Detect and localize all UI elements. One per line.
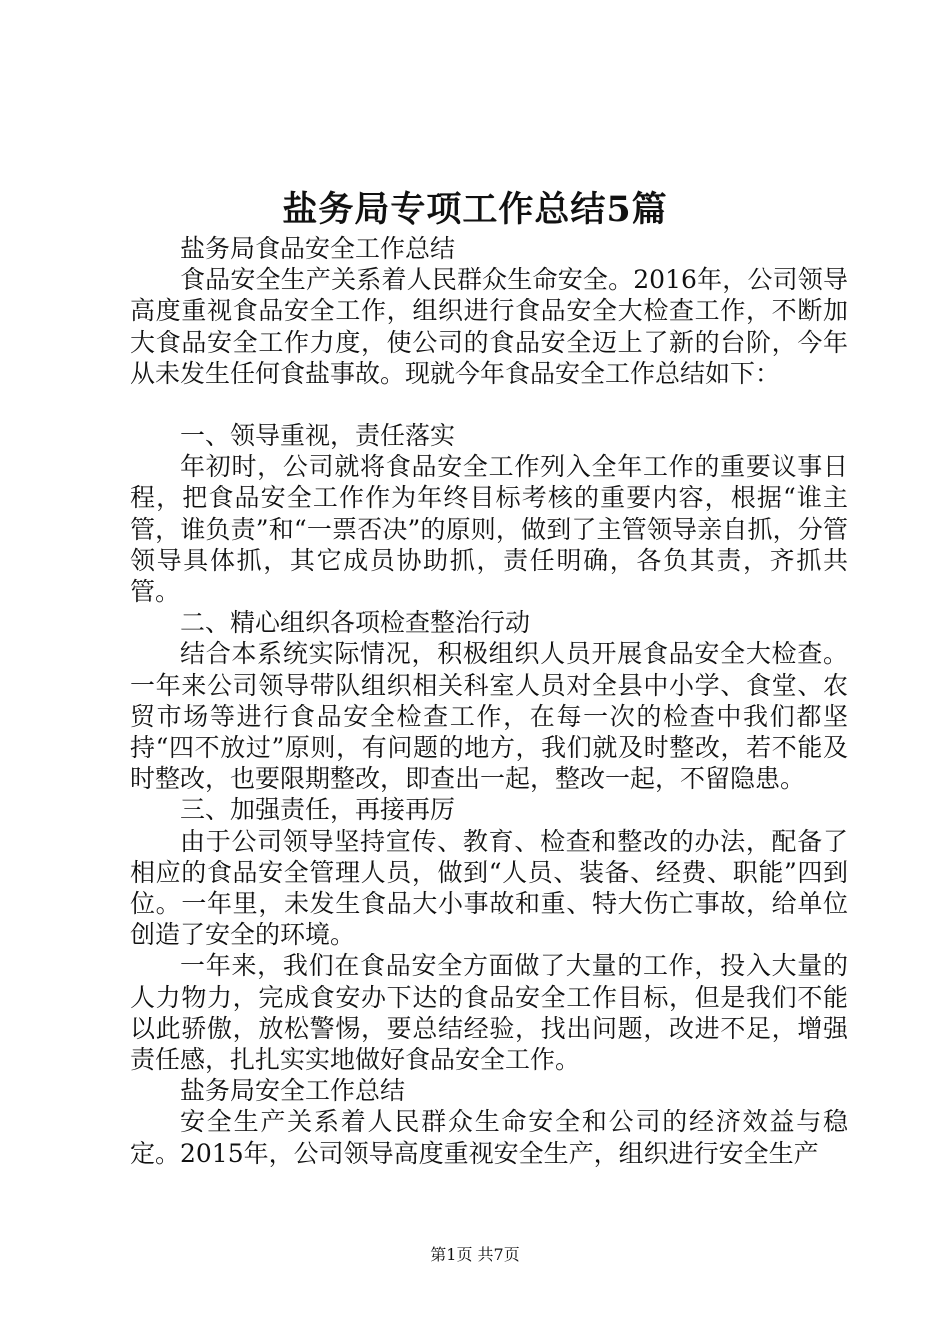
heading-leadership: 一、领导重视，责任落实	[180, 421, 456, 451]
page-footer: 第1页 共7页	[430, 1245, 520, 1264]
section-title-safety: 盐务局安全工作总结	[180, 1076, 406, 1106]
document-title: 盐务局专项工作总结5篇	[282, 189, 668, 230]
section-title-food-safety: 盐务局食品安全工作总结	[180, 234, 456, 263]
paragraph-responsibility: 由于公司领导坚持宣传、教育、检查和整改的办法，配备了相应的食品安全管理人员，做到“人员、装备、经费、职能”四到位。一年里，未发生食品大小事故和重、特大伤亡事故，给单位创造了安全的环境。	[130, 826, 848, 950]
document-body	[130, 233, 848, 1169]
paragraph-conclusion: 一年来，我们在食品安全方面做了大量的工作，投入大量的人力物力，完成食安办下达的食品安全工作目标，但是我们不能以此骄傲，放松警惕，要总结经验，找出问题，改进不足，增强责任感，扎扎实实地做好食品安全工作。	[130, 951, 848, 1075]
heading-inspection: 二、精心组织各项检查整治行动	[180, 608, 531, 638]
paragraph-intro: 食品安全生产关系着人民群众生命安全。2016年，公司领导高度重视食品安全工作，组织进行食品安全大检查工作，不断加大食品安全工作力度，使公司的食品安全迈上了新的台阶，今年从未发生任何食盐事故。现就今年食品安全工作总结如下：	[130, 265, 848, 388]
paragraph-leadership: 年初时，公司就将食品安全工作列入全年工作的重要议事日程，把食品安全工作作为年终目标考核的重要内容，根据“谁主管，谁负责”和“一票否决”的原则，做到了主管领导亲自抓，分管领导具体抓，其它成员协助抓，责任明确，各负其责，齐抓共管。	[130, 452, 848, 607]
paragraph-inspection: 结合本系统实际情况，积极组织人员开展食品安全大检查。一年来公司领导带队组织相关科室人员对全县中小学、食堂、农贸市场等进行食品安全检查工作，在每一次的检查中我们都坚持“四不放过”原则，有问题的地方，我们就及时整改，若不能及时整改，也要限期整改，即查出一起，整改一起，不留隐患。	[130, 639, 848, 794]
heading-responsibility: 三、加强责任，再接再厉	[180, 795, 456, 825]
paragraph-safety-intro: 安全生产关系着人民群众生命安全和公司的经济效益与稳定。2015年，公司领导高度重视安全生产，组织进行安全生产	[130, 1107, 848, 1168]
